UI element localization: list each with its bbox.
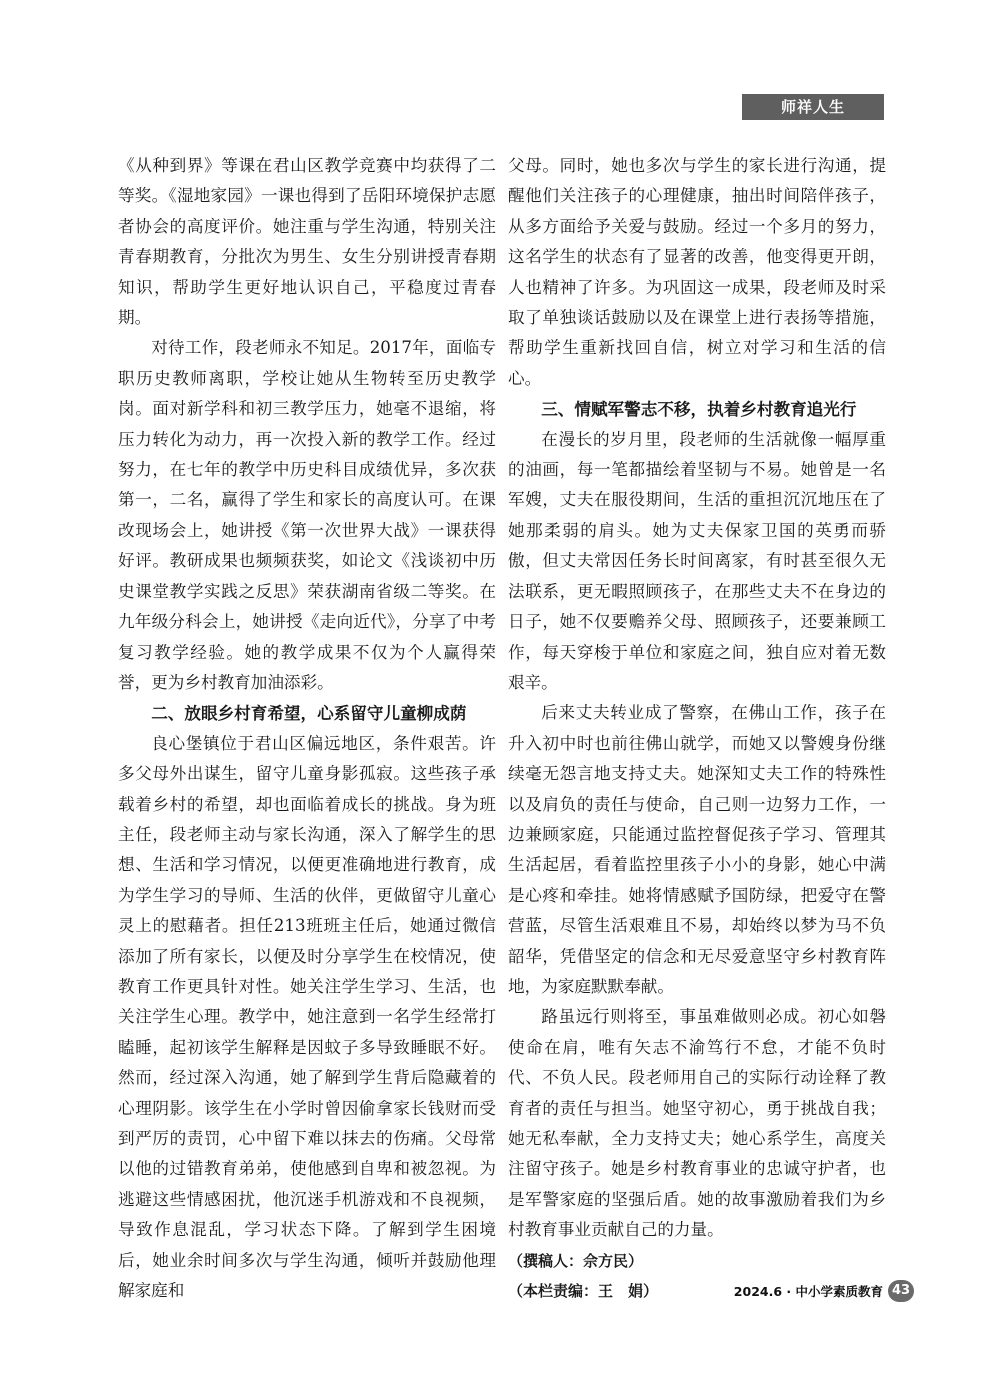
issue-label: 2024.6 · 中小学素质教育 [733, 1284, 883, 1299]
paragraph: 《从种到界》等课在君山区教学竞赛中均获得了二等奖。《湿地家园》一课也得到了岳阳环境保护志愿者协会的高度评价。她注重与学生沟通，特别关注青春期教育，分批次为男生、女生分别讲授青春期知识，帮助学生更好地认识自己，平稳度过青春期。 [118, 156, 496, 328]
article-column-left [118, 151, 496, 1306]
editor-credit: （本栏责编：王 娟） [508, 1282, 659, 1301]
section-heading-3: 三、情赋军警志不移，执着乡村教育追光行 [541, 399, 857, 420]
section-label: 师祥人生 [742, 94, 884, 120]
page-number: 43 [888, 1280, 914, 1302]
page-footer [734, 1280, 914, 1302]
article-column-right [508, 151, 886, 1306]
paragraph: 后来丈夫转业成了警察，在佛山工作，孩子在升入初中时也前往佛山就学，而她又以警嫂身份继续毫无怨言地支持丈夫。她深知丈夫工作的特殊性以及肩负的责任与使命，自己则一边努力工作，一边兼顾家庭，只能通过监控督促孩子学习、管理其生活起居，看着监控里孩子小小的身影，她心中满是心疼和牵挂。她将情感赋予国防绿，把爱守在警营蓝，尽管生活艰难且不易，却始终以梦为马不负韶华，凭借坚定的信念和无尽爱意坚守乡村教育阵地，为家庭默默奉献。 [508, 703, 886, 996]
paragraph: 对待工作，段老师永不知足。2017年，面临专职历史教师离职，学校让她从生物转至历史教学岗。面对新学科和初三教学压力，她毫不退缩，将压力转化为动力，再一次投入新的教学工作。经过努力，在七年的教学中历史科目成绩优异，多次获第一，二名，赢得了学生和家长的高度认可。在课改现场会上，她讲授《第一次世界大战》一课获得好评。教研成果也频频获奖，如论文《浅谈初中历史课堂教学实践之反思》荣获湖南省级二等奖。在九年级分科会上，她讲授《走向近代》，分享了中考复习教学经验。她的教学成果不仅为个人赢得荣誉，更为乡村教育加油添彩。 [118, 338, 496, 692]
paragraph: 路虽远行则将至，事虽难做则必成。初心如磐使命在肩，唯有矢志不渝笃行不怠，才能不负时代、不负人民。段老师用自己的实际行动诠释了教育者的责任与担当。她坚守初心，勇于挑战自我；她无私奉献，全力支持丈夫；她心系学生，高度关注留守孩子。她是乡村教育事业的忠诚守护者，也是军警家庭的坚强后盾。她的故事激励着我们为乡村教育事业贡献自己的力量。 [508, 1007, 886, 1240]
paragraph: 父母。同时，她也多次与学生的家长进行沟通，提醒他们关注孩子的心理健康，抽出时间陪伴孩子，从多方面给予关爱与鼓励。经过一个多月的努力，这名学生的状态有了显著的改善，他变得更开朗，人也精神了许多。为巩固这一成果，段老师及时采取了单独谈话鼓励以及在课堂上进行表扬等措施，帮助学生重新找回自信，树立对学习和生活的信心。 [508, 156, 886, 388]
paragraph: 在漫长的岁月里，段老师的生活就像一幅厚重的油画，每一笔都描绘着坚韧与不易。她曾是一名军嫂，丈夫在服役期间，生活的重担沉沉地压在了她那柔弱的肩头。她为丈夫保家卫国的英勇而骄傲，但丈夫常因任务长时间离家，有时甚至很久无法联系，更无暇照顾孩子，在那些丈夫不在身边的日子，她不仅要赡养父母、照顾孩子，还要兼顾工作，每天穿梭于单位和家庭之间，独自应对着无数艰辛。 [508, 429, 886, 692]
author-credit: （撰稿人：佘方民） [508, 1251, 644, 1270]
paragraph: 良心堡镇位于君山区偏远地区，条件艰苦。许多父母外出谋生，留守儿童身影孤寂。这些孩子承载着乡村的希望，却也面临着成长的挑战。身为班主任，段老师主动与家长沟通，深入了解学生的思想、生活和学习情况，以便更准确地进行教育，成为学生学习的导师、生活的伙伴，更做留守儿童心灵上的慰藉者。担任213班班主任后，她通过微信添加了所有家长，以便及时分享学生在校情况，使教育工作更具针对性。她关注学生学习、生活，也关注学生心理。教学中，她注意到一名学生经常打瞌睡，起初该学生解释是因蚊子多导致睡眠不好。然而，经过深入沟通，她了解到学生背后隐藏着的心理阴影。该学生在小学时曾因偷拿家长钱财而受到严厉的责罚，心中留下难以抹去的伤痛。父母常以他的过错教育弟弟，使他感到自卑和被忽视。为逃避这些情感困扰，他沉迷手机游戏和不良视频，导致作息混乱，学习状态下降。了解到学生困境后，她业余时间多次与学生沟通，倾听并鼓励他理解家庭和 [118, 733, 496, 1301]
section-heading-2: 二、放眼乡村育希望，心系留守儿童柳成荫 [151, 703, 467, 724]
